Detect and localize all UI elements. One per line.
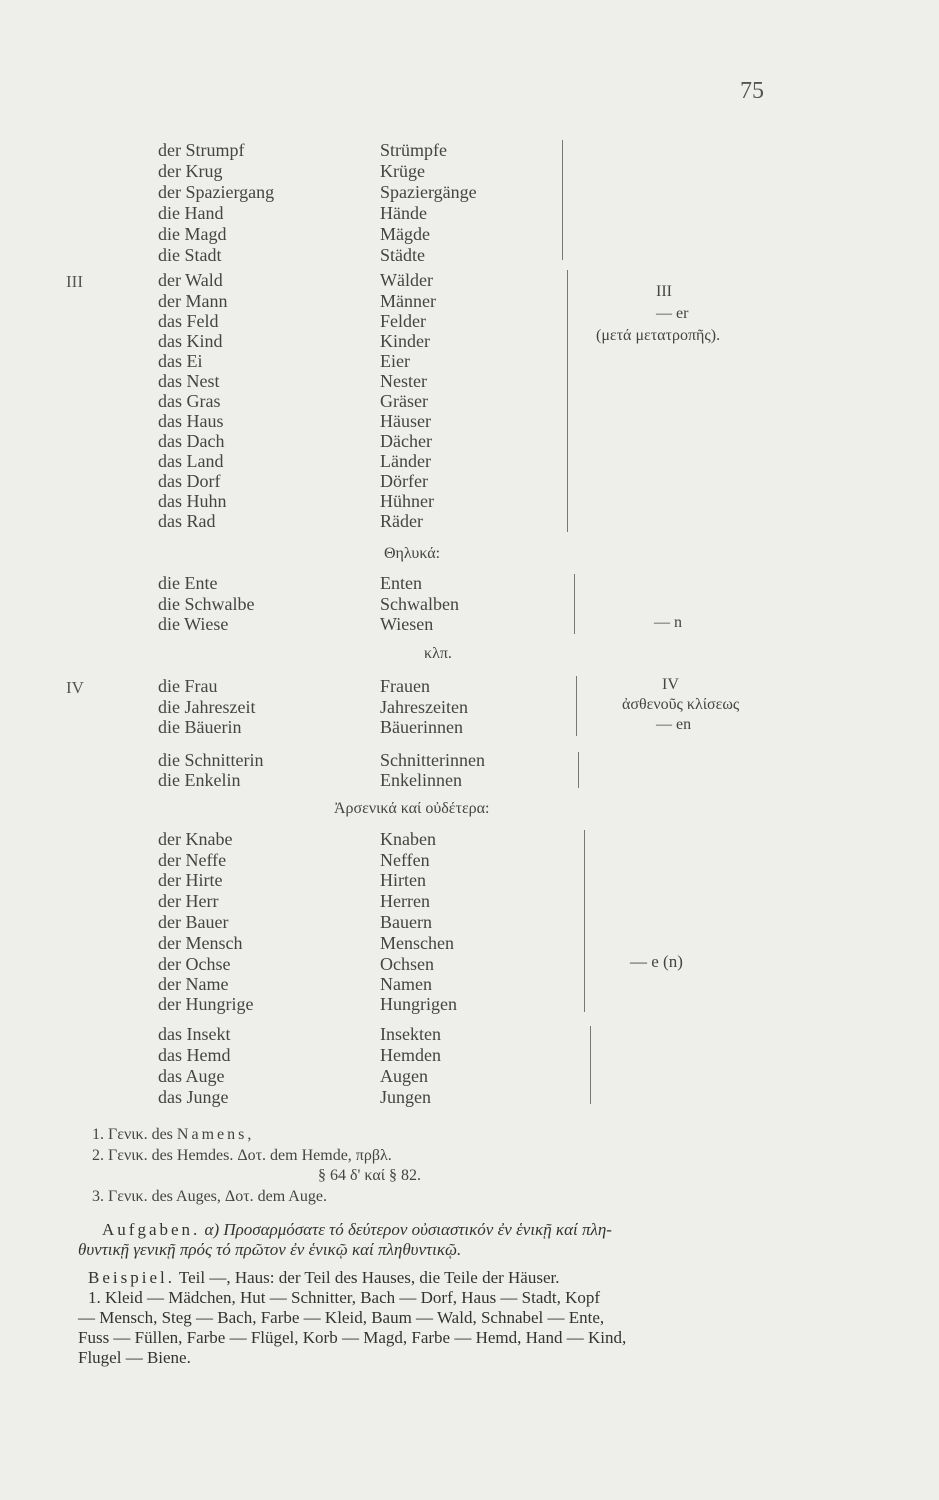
plural: Neffen — [380, 850, 430, 870]
singular: der Neffe — [158, 850, 227, 870]
thelyka-heading: Θηλυκά: — [384, 545, 441, 562]
singular: das Feld — [158, 311, 219, 331]
plural: Häuser — [380, 411, 431, 431]
plural: Nester — [380, 371, 427, 391]
singular: der Herr — [158, 891, 219, 911]
singular: das Gras — [158, 391, 221, 411]
plural: Dörfer — [380, 471, 428, 491]
singular: der Mensch — [158, 933, 243, 953]
singular: die Ente — [158, 573, 218, 593]
exercise-greek-2: θυντικῇ γενικῇ πρός τό πρῶτον ἐν ἑνικῷ καί πληθυντικῷ. — [78, 1240, 462, 1259]
plural: Insekten — [380, 1024, 441, 1044]
singular: der Strumpf — [158, 140, 245, 160]
plural: Strümpfe — [380, 140, 447, 160]
plural: Gräser — [380, 391, 428, 411]
plural: Schwalben — [380, 594, 459, 614]
singular: das Nest — [158, 371, 220, 391]
plural: Räder — [380, 511, 423, 531]
plural: Enkelinnen — [380, 770, 462, 790]
roman-numeral-III: III — [66, 272, 83, 291]
singular: der Krug — [158, 161, 223, 181]
singular: das Ei — [158, 351, 203, 371]
bracket-line — [584, 830, 585, 1012]
plural: Jahreszeiten — [380, 697, 468, 717]
plural: Felder — [380, 311, 426, 331]
exercise-greek-1: α) Προσαρμόσατε τό δεύτερον οὐσιαστικόν ἐν ἑνικῇ καί πλη- — [204, 1220, 612, 1239]
plural: Länder — [380, 451, 431, 471]
singular: die Stadt — [158, 245, 222, 265]
singular: die Schwalbe — [158, 594, 255, 614]
plural: Namen — [380, 974, 432, 994]
singular: das Hemd — [158, 1045, 231, 1065]
singular: der Hungrige — [158, 994, 254, 1014]
singular: das Insekt — [158, 1024, 231, 1044]
singular: die Jahreszeit — [158, 697, 256, 717]
bracket-line — [574, 574, 575, 634]
singular: die Bäuerin — [158, 717, 242, 737]
plural: Herren — [380, 891, 430, 911]
exercise-list-4: Flugel — Biene. — [78, 1348, 191, 1367]
arsenika-heading: Ἀρσενικά καί οὐδέτερα: — [334, 800, 490, 817]
singular: das Land — [158, 451, 224, 471]
singular: der Mann — [158, 291, 228, 311]
plural: Spaziergänge — [380, 182, 477, 202]
singular: die Magd — [158, 224, 227, 244]
footnote-2: 2. Γενικ. des Hemdes. Δοτ. dem Hemde, πρβλ. — [92, 1147, 392, 1164]
bracket-line — [590, 1026, 591, 1104]
plural: Hungrigen — [380, 994, 457, 1014]
singular: der Hirte — [158, 870, 223, 890]
plural: Hände — [380, 203, 427, 223]
plural: Bauern — [380, 912, 432, 932]
footnote-3: 3. Γενικ. des Auges, Δοτ. dem Auge. — [92, 1188, 327, 1205]
suffix-n: — n — [654, 614, 682, 631]
singular: die Hand — [158, 203, 224, 223]
class-IV-label: IV — [662, 676, 679, 693]
plural: Kinder — [380, 331, 430, 351]
exercise-heading: Aufgaben. — [102, 1220, 201, 1239]
singular: die Enkelin — [158, 770, 241, 790]
bracket-line — [567, 270, 568, 532]
plural: Hirten — [380, 870, 426, 890]
singular: das Haus — [158, 411, 224, 431]
plural: Eier — [380, 351, 410, 371]
singular: die Schnitterin — [158, 750, 264, 770]
singular: das Dorf — [158, 471, 221, 491]
singular: das Dach — [158, 431, 225, 451]
plural: Krüge — [380, 161, 425, 181]
plural: Städte — [380, 245, 425, 265]
exercise — [78, 1220, 808, 1368]
singular: der Spaziergang — [158, 182, 275, 202]
singular: der Bauer — [158, 912, 229, 932]
footnote-2-cont: § 64 δ' καί § 82. — [318, 1167, 422, 1184]
plural: Männer — [380, 291, 436, 311]
singular: das Huhn — [158, 491, 227, 511]
suffix-en: — en — [656, 716, 692, 733]
bracket-line — [562, 140, 563, 260]
plural: Augen — [380, 1066, 428, 1086]
footnote-1: 1. Γενικ. des Namens, — [92, 1126, 252, 1143]
singular: die Frau — [158, 676, 218, 696]
bracket-line — [578, 752, 579, 788]
roman-numeral-IV: IV — [66, 678, 84, 697]
singular: der Name — [158, 974, 229, 994]
singular: der Wald — [158, 270, 223, 290]
plural: Mägde — [380, 224, 430, 244]
plural: Enten — [380, 573, 422, 593]
plural: Menschen — [380, 933, 454, 953]
beispiel-heading: Beispiel. — [88, 1268, 175, 1287]
singular: das Auge — [158, 1066, 225, 1086]
class-III-label: III — [656, 283, 672, 300]
plural: Bäuerinnen — [380, 717, 463, 737]
singular: das Kind — [158, 331, 223, 351]
singular: das Junge — [158, 1087, 229, 1107]
beispiel-text: Teil —, Haus: der Teil des Hauses, die Teile der Häuser. — [178, 1268, 560, 1287]
plural: Knaben — [380, 829, 436, 849]
asthenous-label: ἀσθενοῦς κλίσεως — [622, 696, 740, 713]
plural: Wälder — [380, 270, 433, 290]
suffix-e-n: — e (n) — [630, 952, 683, 971]
singular: der Ochse — [158, 954, 231, 974]
plural: Hühner — [380, 491, 434, 511]
page-number: 75 — [740, 78, 764, 104]
metatropis-note: (μετά μετατροπῆς). — [596, 327, 721, 344]
plural: Dächer — [380, 431, 432, 451]
plural: Hemden — [380, 1045, 441, 1065]
plural: Frauen — [380, 676, 430, 696]
plural: Ochsen — [380, 954, 434, 974]
singular: der Knabe — [158, 829, 233, 849]
exercise-list-3: Fuss — Füllen, Farbe — Flügel, Korb — Magd, Farbe — Hemd, Hand — Kind, — [78, 1328, 627, 1347]
bracket-line — [576, 676, 577, 736]
suffix-er: — er — [656, 305, 689, 322]
exercise-list-1: 1. Kleid — Mädchen, Hut — Schnitter, Bach — Dorf, Haus — Stadt, Kopf — [88, 1288, 601, 1307]
plural: Schnitterinnen — [380, 750, 485, 770]
plural: Wiesen — [380, 614, 434, 634]
singular: die Wiese — [158, 614, 229, 634]
exercise-list-2: — Mensch, Steg — Bach, Farbe — Kleid, Baum — Wald, Schnabel — Ente, — [78, 1308, 605, 1327]
klp-note: κλπ. — [424, 645, 452, 662]
plural: Jungen — [380, 1087, 431, 1107]
singular: das Rad — [158, 511, 216, 531]
